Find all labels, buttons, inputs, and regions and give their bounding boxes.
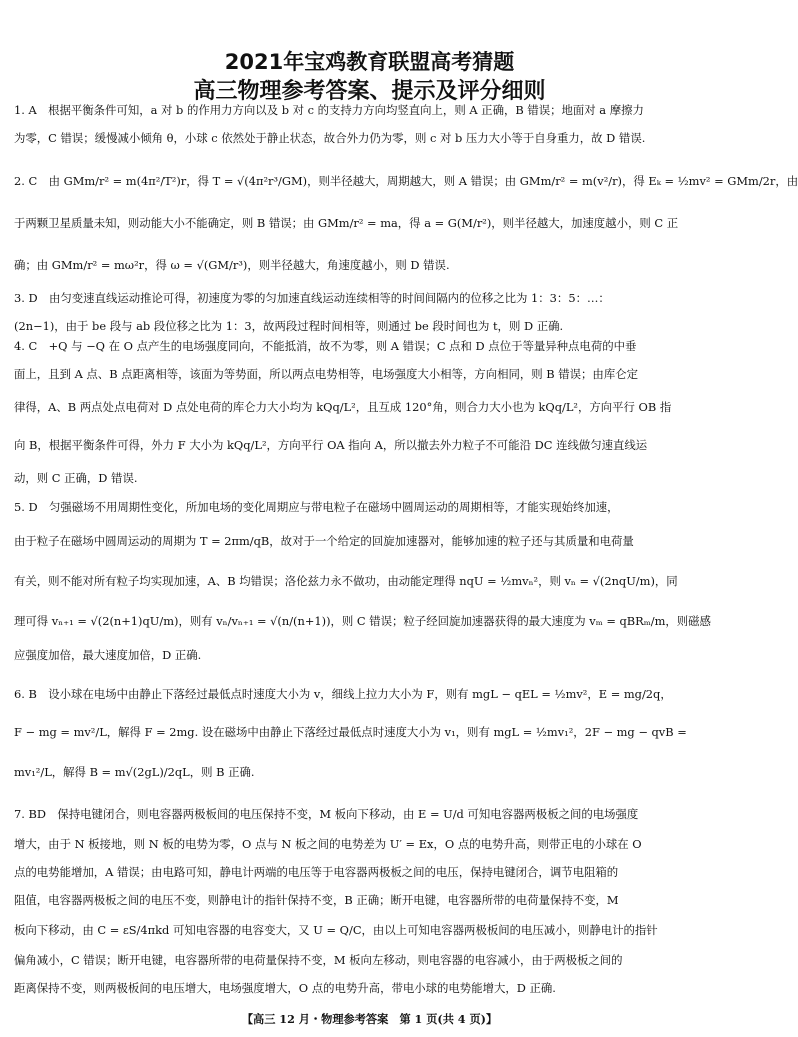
answer-1 [14, 96, 716, 152]
answer-line: 面上，且到 A 点、B 点距离相等，该面为等势面，所以两点电势相等，电场强度大小相等，方向相同，则 B 错误；由库仑定 [14, 367, 638, 381]
answer-line: 偏角减小，C 错误；断开电键，电容器所带的电荷量保持不变，M 板向左移动，则电容器的电容减小，由于两极板之间的 [14, 953, 623, 967]
page-subtitle: 高三物理参考答案、提示及评分细则 [193, 79, 546, 104]
answer-line: 向 B，根据平衡条件可得，外力 F 大小为 kQq/L²，方向平行 OA 指向 A，所以撤去外力粒子不可能沿 DC 连线做匀速直线运 [14, 438, 648, 452]
page-title: 2021年宝鸡教育联盟高考猜题 [224, 50, 515, 74]
answer-6 [14, 676, 716, 792]
answer-line: 律得，A、B 两点处点电荷对 D 点处电荷的库仑力大小均为 kQq/L²，且互成 120°角，则合力大小也为 kQq/L²，方向平行 OB 指 [14, 400, 672, 414]
answer-line: 由于粒子在磁场中圆周运动的周期为 T = 2πm/qB，故对于一个给定的回旋加速器对，能够加速的粒子还与其质量和电荷量 [14, 534, 634, 548]
answer-7 [14, 798, 716, 1002]
answer-line: 点的电势能增加，A 错误；由电路可知，静电计两端的电压等于电容器两极板之间的电压，保持电键闭合，调节电阻箱的 [14, 865, 619, 879]
answer-line: 为零，C 错误；缓慢减小倾角 θ，小球 c 依然处于静止状态，故合外力仍为零，则 c 对 b 压力大小等于自身重力，故 D 错误. [14, 131, 646, 145]
page-footer: 【高三 12 月・物理参考答案 第 1 页(共 4 页)】 [241, 1012, 498, 1026]
answer-line: 有关，则不能对所有粒子均实现加速，A、B 均错误；洛伦兹力永不做功，由动能定理得 nqU = ½mvₙ²，则 vₙ = √(2nqU/m)，同 [14, 574, 678, 588]
answer-line: 动，则 C 正确，D 错误. [14, 471, 138, 485]
answer-line: mv₁²/L，解得 B = m√(2gL)/2qL，则 B 正确. [14, 765, 255, 779]
answer-line: 4. C +Q 与 −Q 在 O 点产生的电场强度同向，不能抵消，故不为零，则 A 错误；C 点和 D 点位于等量异种点电荷的中垂 [14, 339, 637, 353]
answer-line: 确；由 GMm/r² = mω²r，得 ω = √(GM/r³)，则半径越大，角速度越小，则 D 错误. [14, 258, 450, 272]
answer-line: 于两颗卫星质量未知，则动能大小不能确定，则 B 错误；由 GMm/r² = ma，得 a = G(M/r²)，则半径越大，加速度越小，则 C 正 [14, 216, 679, 230]
answer-line: 增大，由于 N 板接地，则 N 板的电势为零，O 点与 N 板之间的电势差为 U′ = Ex，O 点的电势升高，则带正电的小球在 O [14, 837, 642, 851]
answer-line: F − mg = mv²/L，解得 F = 2mg. 设在磁场中由静止下落经过最低点时速度大小为 v₁，则有 mgL = ½mv₁²，2F − mg − qvB = [14, 725, 687, 739]
answer-line: 1. A 根据平衡条件可知，a 对 b 的作用力方向以及 b 对 c 的支持力方向均竖直向上，则 A 正确，B 错误；地面对 a 摩擦力 [14, 103, 644, 117]
answer-line: 理可得 vₙ₊₁ = √(2(n+1)qU/m)，则有 vₙ/vₙ₊₁ = √(n/(n+1))，则 C 错误；粒子经回旋加速器获得的最大速度为 vₘ = qBRₘ/m，则磁感 [14, 614, 711, 628]
answer-2 [14, 160, 798, 286]
answer-line: (2n−1)，由于 be 段与 ab 段位移之比为 1：3，故两段过程时间相等，则通过 be 段时间也为 t，则 D 正确. [14, 319, 564, 333]
answer-line: 5. D 匀强磁场不用周期性变化，所加电场的变化周期应与带电粒子在磁场中圆周运动的周期相等，才能实现始终加速， [14, 500, 619, 514]
answer-4 [14, 332, 716, 492]
answer-line: 板向下移动，由 C = εS/4πkd 可知电容器的电容变大，又 U = Q/C，由以上可知电容器两极板间的电压减小，则静电计的指针 [14, 923, 658, 937]
answer-line: 2. C 由 GMm/r² = m(4π²/T²)r，得 T = √(4π²r³/GM)，则半径越大，周期越大，则 A 错误；由 GMm/r² = m(v²/r)，得 Eₖ = ½mv² = GMm/2r，由 [14, 174, 798, 188]
answer-5 [14, 493, 716, 669]
answer-line: 阻值，电容器两极板之间的电压不变，则静电计的指针保持不变，B 正确；断开电键，电容器所带的电荷量保持不变，M [14, 893, 619, 907]
answer-line: 距离保持不变，则两极板间的电压增大，电场强度增大，O 点的电势升高，带电小球的电势能增大，D 正确. [14, 981, 556, 995]
answer-line: 7. BD 保持电键闭合，则电容器两极板间的电压保持不变，M 板向下移动，由 E = U/d 可知电容器两极板之间的电场强度 [14, 807, 639, 821]
answer-line: 应强度加倍，最大速度加倍，D 正确. [14, 648, 202, 662]
answer-line: 6. B 设小球在电场中由静止下落经过最低点时速度大小为 v，细线上拉力大小为 F，则有 mgL − qEL = ½mv²，E = mg/2q， [14, 687, 672, 701]
answer-line: 3. D 由匀变速直线运动推论可得，初速度为零的匀加速直线运动连续相等的时间间隔内的位移之比为 1：3：5：…： [14, 291, 610, 305]
